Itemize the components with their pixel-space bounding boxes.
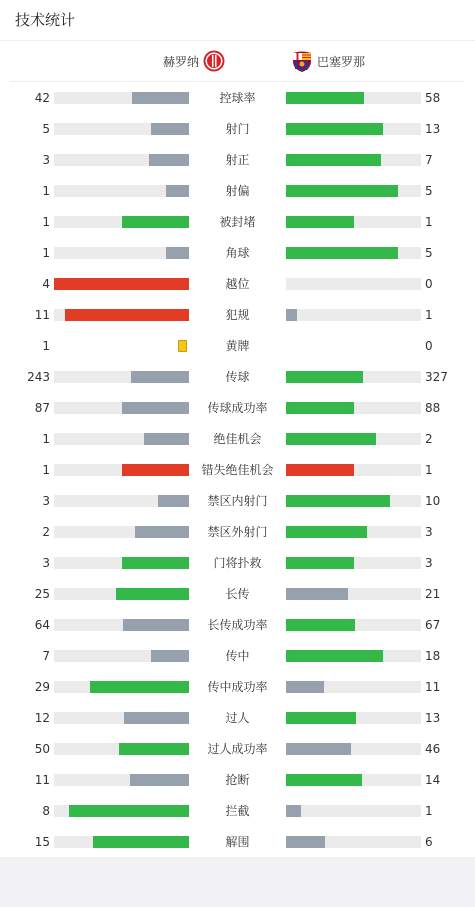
home-bar-track bbox=[54, 402, 189, 414]
stat-row bbox=[0, 300, 475, 331]
stat-row bbox=[0, 641, 475, 672]
away-bar-track bbox=[286, 588, 421, 600]
stat-label: 传中 bbox=[225, 649, 250, 663]
away-bar-track bbox=[286, 309, 421, 321]
home-team-name: 赫罗纳 bbox=[162, 54, 199, 69]
away-stat-value: 67 bbox=[425, 618, 441, 632]
away-stat-value: 21 bbox=[425, 587, 441, 601]
home-bar-fill bbox=[151, 123, 189, 135]
away-bar-track bbox=[286, 774, 421, 786]
away-stat-value: 10 bbox=[425, 494, 441, 508]
home-stat-value: 15 bbox=[34, 835, 50, 849]
home-team[interactable] bbox=[163, 41, 225, 81]
home-stat-value: 1 bbox=[42, 184, 50, 198]
page-title: 技术统计 bbox=[0, 0, 475, 41]
home-stat-value: 87 bbox=[34, 401, 50, 415]
home-bar-fill bbox=[151, 650, 189, 662]
home-bar-track bbox=[54, 805, 189, 817]
away-bar-track bbox=[286, 743, 421, 755]
home-bar-track bbox=[54, 247, 189, 259]
away-stat-value: 1 bbox=[425, 463, 433, 477]
home-stat-value: 12 bbox=[34, 711, 50, 725]
away-bar-fill bbox=[286, 309, 297, 321]
stat-label: 长传成功率 bbox=[207, 618, 268, 632]
home-stat-value: 3 bbox=[42, 153, 50, 167]
teams-header bbox=[10, 41, 465, 82]
home-bar-track bbox=[54, 309, 189, 321]
home-stat-value: 3 bbox=[42, 556, 50, 570]
away-bar-track bbox=[286, 154, 421, 166]
away-stat-value: 6 bbox=[425, 835, 433, 849]
stat-row bbox=[0, 176, 475, 207]
stat-label: 绝佳机会 bbox=[213, 432, 262, 446]
home-bar-fill bbox=[90, 681, 189, 693]
away-bar-fill bbox=[286, 433, 376, 445]
stat-label: 过人 bbox=[225, 711, 250, 725]
away-bar-fill bbox=[286, 557, 354, 569]
stat-label: 错失绝佳机会 bbox=[201, 463, 274, 477]
stat-label: 长传 bbox=[225, 587, 250, 601]
home-stat-value: 7 bbox=[42, 649, 50, 663]
home-bar-track bbox=[54, 588, 189, 600]
yellow-card-icon bbox=[178, 340, 187, 352]
away-bar-fill bbox=[286, 712, 356, 724]
away-bar-track bbox=[286, 371, 421, 383]
away-bar-track bbox=[286, 123, 421, 135]
away-bar-fill bbox=[286, 154, 381, 166]
stat-row bbox=[0, 269, 475, 300]
away-bar-track bbox=[286, 557, 421, 569]
home-stat-value: 8 bbox=[42, 804, 50, 818]
home-stat-value: 1 bbox=[42, 463, 50, 477]
stat-label: 被封堵 bbox=[219, 215, 256, 229]
away-team-name: 巴塞罗那 bbox=[317, 54, 366, 69]
home-bar-track bbox=[54, 774, 189, 786]
home-bar-track bbox=[54, 743, 189, 755]
stat-row bbox=[0, 114, 475, 145]
stat-label: 解围 bbox=[225, 835, 250, 849]
home-bar-fill bbox=[122, 557, 190, 569]
girona-crest-icon bbox=[203, 50, 225, 72]
stat-label: 传球 bbox=[225, 370, 250, 384]
away-stat-value: 13 bbox=[425, 711, 441, 725]
stat-row bbox=[0, 517, 475, 548]
away-bar-fill bbox=[286, 681, 324, 693]
away-stat-value: 327 bbox=[425, 370, 448, 384]
home-bar-fill bbox=[119, 743, 189, 755]
away-bar-fill bbox=[286, 619, 355, 631]
home-bar-fill bbox=[149, 154, 190, 166]
away-bar-track bbox=[286, 92, 421, 104]
away-stat-value: 18 bbox=[425, 649, 441, 663]
away-bar-fill bbox=[286, 185, 398, 197]
home-bar-fill bbox=[69, 805, 189, 817]
away-stat-value: 13 bbox=[425, 122, 441, 136]
home-bar-track bbox=[54, 495, 189, 507]
away-stat-value: 1 bbox=[425, 215, 433, 229]
away-bar-track bbox=[286, 681, 421, 693]
stat-label: 传中成功率 bbox=[207, 680, 268, 694]
away-bar-track bbox=[286, 216, 421, 228]
away-stat-value: 0 bbox=[425, 339, 433, 353]
stat-row bbox=[0, 393, 475, 424]
away-bar-fill bbox=[286, 402, 354, 414]
home-bar-fill bbox=[122, 402, 190, 414]
away-stat-value: 88 bbox=[425, 401, 441, 415]
stat-row bbox=[0, 145, 475, 176]
home-bar-track bbox=[54, 123, 189, 135]
stat-label: 射偏 bbox=[225, 184, 250, 198]
stat-row bbox=[0, 83, 475, 114]
stat-label: 拦截 bbox=[225, 804, 250, 818]
stat-row bbox=[0, 579, 475, 610]
home-bar-fill bbox=[123, 619, 189, 631]
away-team[interactable] bbox=[291, 41, 365, 81]
away-stat-value: 5 bbox=[425, 246, 433, 260]
away-bar-track bbox=[286, 402, 421, 414]
away-stat-value: 58 bbox=[425, 91, 441, 105]
home-bar-fill bbox=[54, 278, 189, 290]
home-bar-fill bbox=[166, 247, 189, 259]
away-bar-fill bbox=[286, 650, 383, 662]
home-stat-value: 1 bbox=[42, 246, 50, 260]
stat-row bbox=[0, 424, 475, 455]
home-stat-value: 64 bbox=[34, 618, 50, 632]
home-bar-track bbox=[54, 650, 189, 662]
home-stat-value: 29 bbox=[34, 680, 50, 694]
home-stat-value: 243 bbox=[27, 370, 50, 384]
home-stat-value: 5 bbox=[42, 122, 50, 136]
away-bar-track bbox=[286, 278, 421, 290]
home-bar-fill bbox=[135, 526, 189, 538]
away-bar-track bbox=[286, 619, 421, 631]
stat-row bbox=[0, 796, 475, 827]
home-bar-fill bbox=[131, 371, 189, 383]
away-bar-track bbox=[286, 526, 421, 538]
away-stat-value: 5 bbox=[425, 184, 433, 198]
away-bar-track bbox=[286, 712, 421, 724]
home-stat-value: 25 bbox=[34, 587, 50, 601]
away-bar-track bbox=[286, 836, 421, 848]
away-stat-value: 14 bbox=[425, 773, 441, 787]
home-bar-track bbox=[54, 681, 189, 693]
away-bar-fill bbox=[286, 743, 351, 755]
home-bar-track bbox=[54, 92, 189, 104]
stat-label: 犯规 bbox=[225, 308, 250, 322]
home-bar-fill bbox=[166, 185, 189, 197]
stat-row bbox=[0, 734, 475, 765]
away-bar-track bbox=[286, 185, 421, 197]
stat-label: 禁区外射门 bbox=[207, 525, 268, 539]
stat-label: 黄牌 bbox=[225, 339, 250, 353]
home-bar-track bbox=[54, 433, 189, 445]
away-stat-value: 0 bbox=[425, 277, 433, 291]
home-bar-fill bbox=[93, 836, 189, 848]
home-bar-track bbox=[54, 464, 189, 476]
home-bar-track bbox=[54, 557, 189, 569]
home-bar-track bbox=[54, 278, 189, 290]
stat-label: 角球 bbox=[225, 246, 250, 260]
stat-row bbox=[0, 486, 475, 517]
stat-label: 门将扑救 bbox=[213, 556, 262, 570]
home-stat-value: 50 bbox=[34, 742, 50, 756]
home-stat-value: 11 bbox=[34, 773, 50, 787]
stat-label: 越位 bbox=[225, 277, 250, 291]
home-stat-value: 3 bbox=[42, 494, 50, 508]
home-bar-fill bbox=[158, 495, 189, 507]
away-bar-fill bbox=[286, 588, 348, 600]
away-stat-value: 3 bbox=[425, 525, 433, 539]
home-stat-value: 42 bbox=[34, 91, 50, 105]
away-bar-fill bbox=[286, 464, 354, 476]
stat-label: 传球成功率 bbox=[207, 401, 268, 415]
home-stat-value: 1 bbox=[42, 339, 50, 353]
away-bar-track bbox=[286, 495, 421, 507]
stat-row bbox=[0, 765, 475, 796]
away-bar-fill bbox=[286, 216, 354, 228]
stat-row bbox=[0, 610, 475, 641]
away-bar-track bbox=[286, 433, 421, 445]
stat-label: 控球率 bbox=[219, 91, 256, 105]
away-stat-value: 7 bbox=[425, 153, 433, 167]
away-stat-value: 3 bbox=[425, 556, 433, 570]
away-bar-fill bbox=[286, 836, 325, 848]
stat-label: 禁区内射门 bbox=[207, 494, 268, 508]
stat-row bbox=[0, 362, 475, 393]
away-bar-track bbox=[286, 805, 421, 817]
away-bar-fill bbox=[286, 92, 364, 104]
home-stat-value: 2 bbox=[42, 525, 50, 539]
home-stat-value: 1 bbox=[42, 215, 50, 229]
home-stat-value: 4 bbox=[42, 277, 50, 291]
home-bar-track bbox=[54, 712, 189, 724]
away-bar-track bbox=[286, 464, 421, 476]
away-stat-value: 1 bbox=[425, 308, 433, 322]
away-stat-value: 46 bbox=[425, 742, 441, 756]
away-bar-fill bbox=[286, 805, 301, 817]
stat-row bbox=[0, 207, 475, 238]
stat-row bbox=[0, 703, 475, 734]
away-bar-fill bbox=[286, 774, 362, 786]
stat-row bbox=[0, 827, 475, 858]
away-bar-track bbox=[286, 650, 421, 662]
away-bar-fill bbox=[286, 123, 383, 135]
stats-list bbox=[0, 82, 475, 858]
home-stat-value: 1 bbox=[42, 432, 50, 446]
home-stat-value: 11 bbox=[34, 308, 50, 322]
stat-row bbox=[0, 455, 475, 486]
away-stat-value: 2 bbox=[425, 432, 433, 446]
home-bar-fill bbox=[65, 309, 189, 321]
stat-row bbox=[0, 672, 475, 703]
home-bar-track bbox=[54, 619, 189, 631]
stat-label: 过人成功率 bbox=[207, 742, 268, 756]
away-stat-value: 11 bbox=[425, 680, 441, 694]
stat-label: 射正 bbox=[225, 153, 250, 167]
away-bar-fill bbox=[286, 247, 398, 259]
home-bar-fill bbox=[130, 774, 189, 786]
home-bar-fill bbox=[132, 92, 189, 104]
away-bar-fill bbox=[286, 526, 367, 538]
away-bar-fill bbox=[286, 371, 363, 383]
home-bar-fill bbox=[124, 712, 189, 724]
home-bar-fill bbox=[116, 588, 189, 600]
stat-label: 射门 bbox=[225, 122, 250, 136]
home-bar-track bbox=[54, 154, 189, 166]
stat-row bbox=[0, 548, 475, 579]
stat-row bbox=[0, 331, 475, 362]
home-bar-track bbox=[54, 836, 189, 848]
away-bar-track bbox=[286, 247, 421, 259]
home-bar-fill bbox=[122, 464, 190, 476]
away-stat-value: 1 bbox=[425, 804, 433, 818]
home-bar-track bbox=[54, 371, 189, 383]
home-bar-fill bbox=[122, 216, 190, 228]
stat-label: 抢断 bbox=[225, 773, 250, 787]
away-bar-fill bbox=[286, 495, 390, 507]
barcelona-crest-icon bbox=[291, 50, 313, 72]
home-bar-track bbox=[54, 526, 189, 538]
stat-row bbox=[0, 238, 475, 269]
home-bar-fill bbox=[144, 433, 189, 445]
home-bar-track bbox=[54, 216, 189, 228]
home-bar-track bbox=[54, 185, 189, 197]
